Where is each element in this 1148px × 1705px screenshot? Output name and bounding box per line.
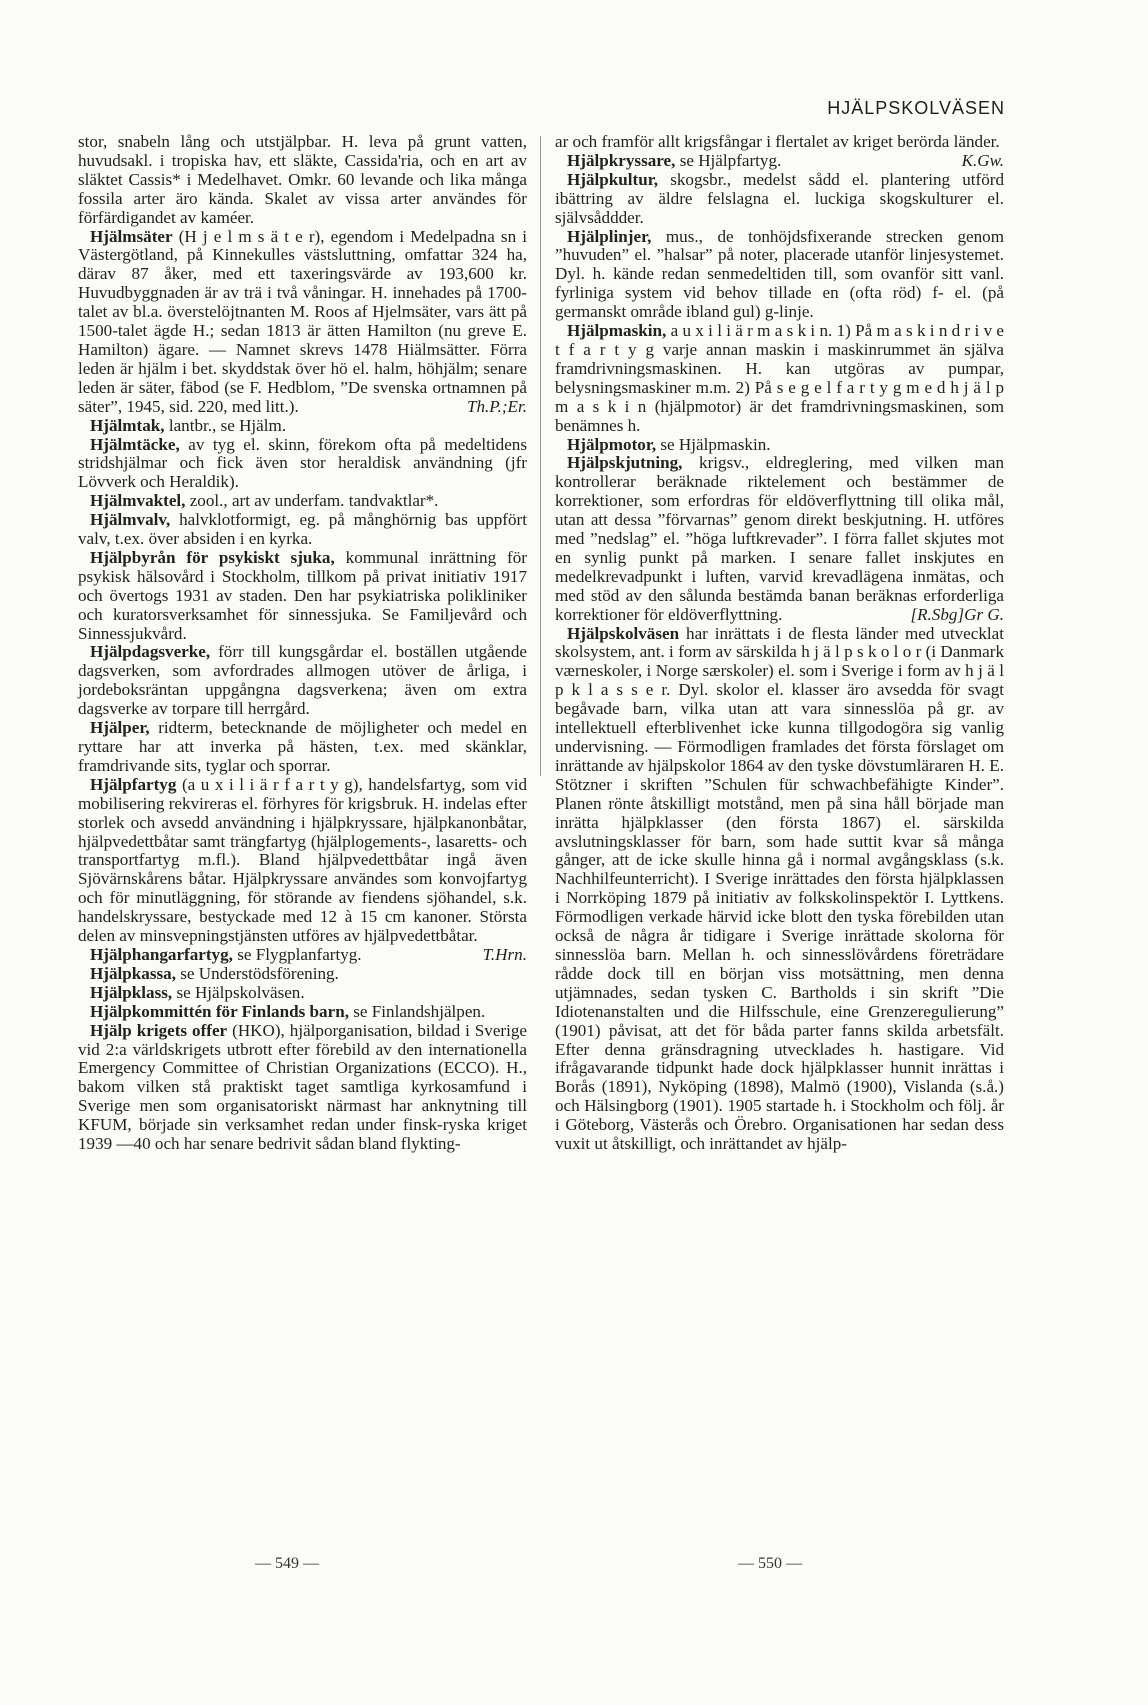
column-divider xyxy=(540,136,541,776)
entry-headword: Hjälpskolväsen xyxy=(567,623,680,643)
dictionary-entry xyxy=(78,965,527,984)
dictionary-entry xyxy=(78,1022,527,1154)
page-number-left: — 549 — xyxy=(255,1555,319,1572)
right-column xyxy=(555,133,1004,1154)
entry-headword: Hjälpkassa, xyxy=(90,963,176,983)
dictionary-entry xyxy=(555,436,1004,455)
entry-headword: Hjälpfartyg xyxy=(90,774,177,794)
entry-headword: Hjälplinjer, xyxy=(567,226,652,246)
entry-text: se Hjälpskolväsen. xyxy=(176,982,305,1002)
entry-text: krigsv., eldreglering, med vilken man kontrollerar beräknade riktelement och bestämmer de korrektioner, som erfordras för eldöverflyttning till olika mål, utan att dessa ”förvarnas” genom direkt beskjutning. H. utföres med ”nedslag” el. ”höga luftkrevader”. I förra fallet skjutes mot en synlig punkt på marken. I senare fallet inskjutes en medelkrevadpunkt i luften, varvid krevadlägena inmätas, och med stöd av den sålunda bestämda banan beräknas erforderliga korrektioner för eldöverflyttning. xyxy=(555,453,1004,624)
entry-text: stor, snabeln lång och utstjälpbar. H. leva på grunt vatten, huvudsakl. i tropiska hav, ett släkte, Cassida'ria, och en art av släktet Cassis* i Medelhavet. Omkr. 60 levande och lika många fossila arter äro kända. Skalet av vissa arter användes för förfärdigandet av kaméer. xyxy=(78,132,527,227)
entry-headword: Hjälmvalv, xyxy=(90,510,171,530)
dictionary-entry xyxy=(78,436,527,493)
entry-text: av tyg el. skinn, förekom ofta på medeltidens stridshjälmar och fick även stor heraldisk användning (jfr Lövverk och Heraldik). xyxy=(78,434,527,492)
dictionary-entry xyxy=(555,152,1004,171)
entry-text: skogsbr., medelst sådd el. plantering utförd ibättring av äldre felslagna el. luckiga skogskulturer el. självsåddder. xyxy=(555,169,1004,227)
entry-text: halvklotformigt, eg. på månghörnig bas uppfört valv, t.ex. över absiden i en kyrka. xyxy=(78,510,527,549)
entry-headword: Hjälpmotor, xyxy=(567,434,657,454)
page-number-right: — 550 — xyxy=(738,1555,802,1572)
entry-text: se Flygplanfartyg. xyxy=(237,944,362,964)
dictionary-entry xyxy=(78,133,527,228)
dictionary-entry xyxy=(555,171,1004,228)
dictionary-entry xyxy=(78,228,527,417)
entry-headword: Hjälmtak, xyxy=(90,415,165,435)
dictionary-entry xyxy=(78,984,527,1003)
dictionary-entry xyxy=(78,549,527,644)
dictionary-entry xyxy=(78,719,527,776)
running-head: HJÄLPSKOLVÄSEN xyxy=(827,98,1005,118)
dictionary-entry xyxy=(78,1003,527,1022)
entry-text: se Understödsförening. xyxy=(180,963,339,983)
entry-headword: Hjälmvaktel, xyxy=(90,491,186,511)
dictionary-entry xyxy=(555,625,1004,1154)
entry-headword: Hjälpkultur, xyxy=(567,169,659,189)
entry-headword: Hjälpskjutning, xyxy=(567,453,683,473)
dictionary-entry xyxy=(78,492,527,511)
entry-headword: Hjälp krigets offer xyxy=(90,1020,228,1040)
entry-text: zool., art av underfam. tandvaktlar*. xyxy=(189,491,439,511)
entry-headword: Hjälmsäter xyxy=(90,226,173,246)
dictionary-entry xyxy=(78,946,527,965)
dictionary-entry xyxy=(78,511,527,549)
entry-text: kommunal inrättning för psykisk hälsovård i Stockholm, tillkom på privat initiativ 1917 och övertogs 1931 av staden. Den har psykiatriska polikliniker och kuratorsverksamhet för sinnessjuka. Se Familjevård och Sinnessjukvård. xyxy=(78,547,527,643)
entry-headword: Hjälpklass, xyxy=(90,982,173,1002)
author-signature: [R.Sbg]Gr G. xyxy=(910,604,1004,624)
entry-text: mus., de tonhöjdsfixerande strecken genom ”huvuden” el. ”halsar” på noter, placerade utanför linjesystemet. Dyl. h. kände redan senmedeltiden till, som ovanför sitt vanl. fyrliniga system vid behov tillade en (ofta röd) f- el. (på germanskt område ibland gul) g-linje. xyxy=(555,226,1004,322)
entry-headword: Hjälphangarfartyg, xyxy=(90,944,233,964)
dictionary-entry xyxy=(555,454,1004,624)
entry-text: a u x i l i ä r m a s k i n. 1) På m a s k i n d r i v e t f a r t y g varje annan maskin i maskinrummet än själva framdrivningsmaskinen. H. kan utgöras av pumpar, belysningsmaskiner m.m. 2) På s e g e l f a r t y g m e d h j ä l p m a s k i n (hjälpmotor) är det framdrivningsmaskinen, som benämnes h. xyxy=(555,321,1004,435)
entry-text: (a u x i l i ä r f a r t y g), handelsfartyg, som vid mobilisering rekvireras el. förhyres för krigsbruk. H. indelas efter storlek och avsedd användning i hjälpkryssare, hjälpkanonbåtar, hjälpvedettbåtar samt trängfartyg (hjälplogements-, lasaretts- och transportfartyg m.fl.). Bland hjälpvedettbåtar ingå även Sjövärnskårens båtar. Hjälpkryssare användes som konvojfartyg och för minutläggning, för störande av fiendens sjöhandel, s.k. handelskryssare, bestyckade med 12 à 15 cm kanoner. Största delen av minsvepningstjänsten utföres av hjälpvedettbåtar. xyxy=(78,774,527,946)
author-signature: T.Hrn. xyxy=(482,944,527,964)
entry-headword: Hjälpbyrån för psykiskt sjuka, xyxy=(90,547,335,567)
entry-text: lantbr., se Hjälm. xyxy=(168,415,287,435)
entry-text: ridterm, betecknande de möjligheter och medel en ryttare har att inverka på hästen, t.ex. med skänklar, framdrivande sits, tyglar och sporrar. xyxy=(78,718,527,775)
author-signature: K.Gw. xyxy=(961,150,1004,170)
entry-headword: Hjälpkryssare, xyxy=(567,150,676,170)
dictionary-entry xyxy=(555,322,1004,435)
entry-headword: Hjälper, xyxy=(90,718,150,738)
author-signature: Th.P.;Er. xyxy=(466,396,527,416)
entry-text: (H j e l m s ä t e r), egendom i Medelpadna sn i Västergötland, på Kinnekulles västsluttning, omfattar 324 ha, därav 87 åker, med ett taxeringsvärde av 193,600 kr. Huvudbyggnaden är av trä i två våningar. H. innehades på 1700-talet av bl.a. överstelöjtnanten M. Roos af Hjelmsäter, vars ätt på 1500-talet ägde H.; sedan 1813 är ätten Hamilton (nu greve E. Hamilton) ägare. — Namnet skrevs 1478 Hiälmsätter. Förra leden är hjälm i bet. skyddstak över hö el. halm, höhjälm; senare leden är säter, fäbod (se F. Hedblom, ”De svenska ortnamnen på säter”, 1945, sid. 220, med litt.). xyxy=(78,226,527,416)
dictionary-entry xyxy=(555,228,1004,323)
entry-headword: Hjälpmaskin, xyxy=(567,321,667,341)
dictionary-entry xyxy=(78,417,527,436)
entry-headword: Hjälpdagsverke, xyxy=(90,642,211,662)
entry-text: se Finlandshjälpen. xyxy=(353,1001,486,1021)
entry-text: (HKO), hjälporganisation, bildad i Sverige vid 2:a världskrigets utbrott efter förebild av den internationella Emergency Committee of Christian Organizations (ECCO). H., bakom vilken stå praktiskt taget samtliga kyrkosamfund i Sverige men som organisatoriskt närmast har anknytning till KFUM, började sin verksamhet redan under finsk-ryska kriget 1939 —40 och har senare bedrivit sådan bland flykting- xyxy=(78,1020,528,1154)
entry-text: ar och framför allt krigsfångar i flertalet av kriget berörda länder. xyxy=(555,132,1000,151)
entry-headword: Hjälpkommittén för Finlands barn, xyxy=(90,1001,349,1021)
entry-headword: Hjälmtäcke, xyxy=(90,434,180,454)
dictionary-entry xyxy=(78,643,527,719)
entry-text: se Hjälpmaskin. xyxy=(660,434,771,454)
entry-text: förr till kungsgårdar el. boställen utgående dagsverken, som avfordrades allmogen utöver de årliga, i jordeboksräntan uppgångna dagsverkena; även om extra dagsverke av torpare till herrgård. xyxy=(78,642,527,719)
left-column xyxy=(78,133,527,1154)
entry-text: se Hjälpfartyg. xyxy=(679,150,782,170)
entry-text: har inrättats i de flesta länder med utvecklat skolsystem, ant. i form av särskilda h j ä l p s k o l o r (i Danmark værneskoler, i Norge særskoler) el. som i Sverige i form av h j ä l p k l a s s e r. Dyl. skolor el. klasser äro avsedda för svagt begåvade barn, vilka utan att vara sinnesslöa på gr. av intellektuell efterblivenhet icke kunna tillgodogöra sig vanlig undervisning. — Förmodligen framlades det första förslaget om inrättande av hjälpskolor 1864 av den tyske dövstumläraren H. E. Stötzner i skriften ”Schulen für schwachbefähigte Kinder”. Planen rönte åtskilligt motstånd, men på sina håll började man inrätta hjälpklasser (den första 1867) el. särskilda avslutningsklasser för barn, som hade suttit kvar så många gånger, att de icke skulle hinna gå i normal avgångsklass (s.k. Nachhilfeunterricht). I Sverige inrättades den första hjälpklassen i Norrköping 1879 på initiativ av folkskolinspektör I. Lyttkens. Förmodligen verkade härvid icke blott den tyska förebilden utan också de några år tidigare i Sverige inrättade skolorna för sinnesslöa barn. Mellan h. och sinnesslövårdens företrädare rådde dock till en början viss motsättning, men denna utjämnades, sedan tysken C. Bartholds i sin skrift ”Die Idiotenanstalten und die Hilfsschule, eine Grenzeregulierung” (1901) påvisat, att det för båda parter fanns skilda arbetsfält. Efter denna gränsdragning utvecklades h. hastigare. Vid ifrågavarande tidpunkt hade dock hjälpklasser hunnit inrättas i Borås (1891), Nyköping (1898), Malmö (1900), Vislanda (s.å.) och Hälsingborg (1901). 1905 startade h. i Stockholm och följ. år i Göteborg, Västerås och Örebro. Organisationen har sedan dess vuxit ut åtskilligt, och inrättandet av hjälp- xyxy=(555,623,1004,1154)
